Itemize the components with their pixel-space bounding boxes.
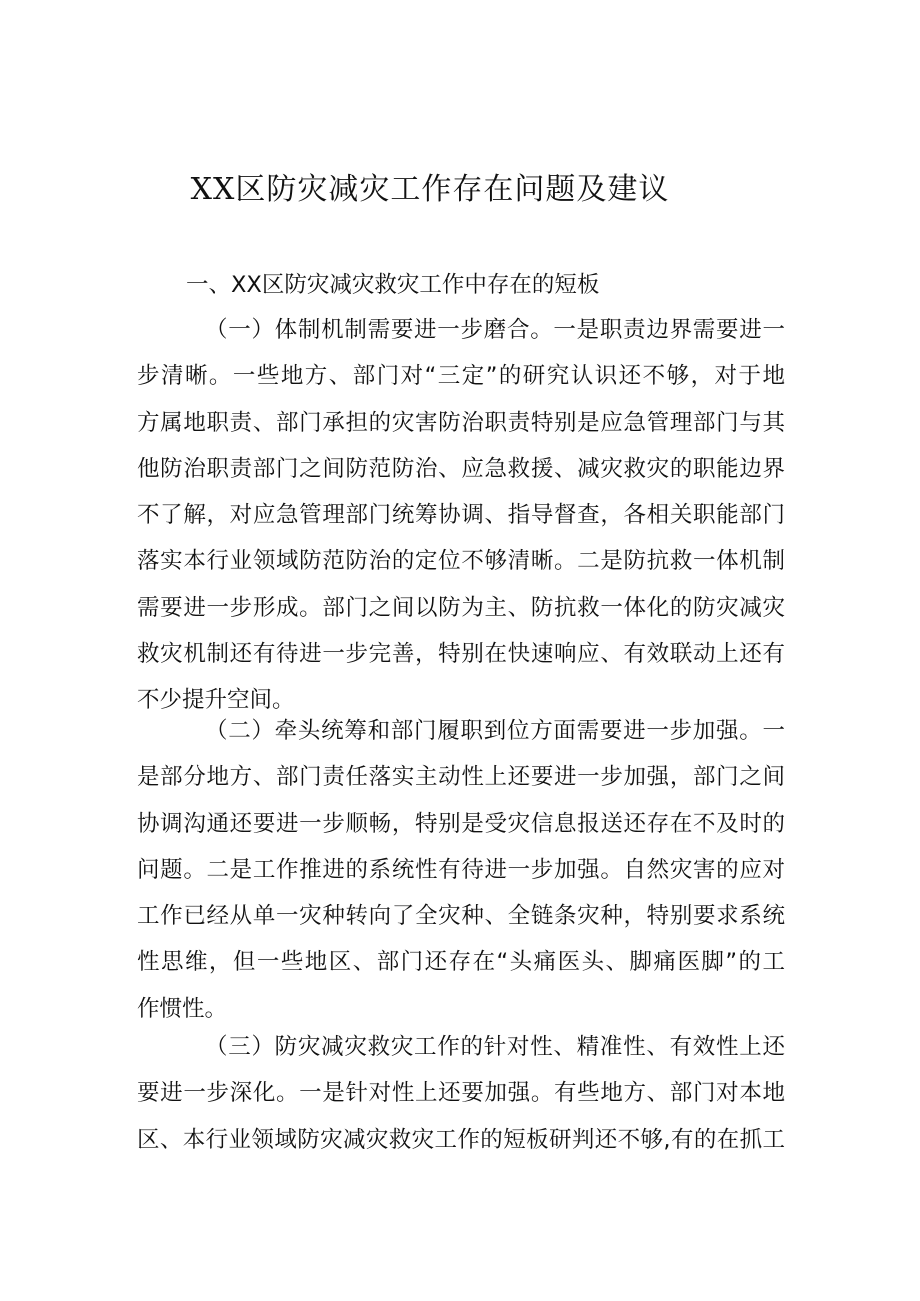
paragraph-line: 区、本行业领域防灾减灾救灾工作的短板研判还不够,有的在抓工	[137, 1126, 785, 1153]
paragraph-line: 不少提升空间。	[137, 687, 295, 714]
paragraph-line: 需要进一步形成。部门之间以防为主、防抗救一体化的防灾减灾	[137, 594, 785, 621]
paragraph-line: 他防治职责部门之间防范防治、应急救援、减灾救灾的职能边界	[137, 455, 785, 482]
paragraph-line: 救灾机制还有待进一步完善，特别在快速响应、有效联动上还有	[137, 641, 785, 668]
section-heading: 一、XX区防灾减灾救灾工作中存在的短板	[186, 272, 600, 298]
paragraph-3	[137, 1024, 785, 1163]
paragraph-line: （二）牵头统筹和部门履职到位方面需要进一步加强。一	[205, 718, 785, 744]
paragraph-line: 方属地职责、部门承担的灾害防治职责特别是应急管理部门与其	[137, 409, 785, 436]
paragraph-1	[137, 307, 785, 724]
paragraph-line: 工作已经从单一灾种转向了全灾种、全链条灾种，特别要求系统	[137, 903, 785, 930]
paragraph-line: 性思维，但一些地区、部门还存在“头痛医头、脚痛医脚”的工	[137, 949, 785, 976]
paragraph-line: （一）体制机制需要进一步磨合。一是职责边界需要进一	[205, 317, 785, 343]
paragraph-line: 是部分地方、部门责任落实主动性上还要进一步加强，部门之间	[137, 764, 785, 791]
paragraph-line: 步清晰。一些地方、部门对“三定”的研究认识还不够，对于地	[137, 363, 785, 390]
paragraph-line: 不了解，对应急管理部门统筹协调、指导督查，各相关职能部门	[137, 502, 785, 529]
paragraph-line: 要进一步深化。一是针对性上还要加强。有些地方、部门对本地	[137, 1080, 785, 1107]
document-title: XX区防灾减灾工作存在问题及建议	[190, 172, 670, 207]
paragraph-line: （三）防灾减灾救灾工作的针对性、精准性、有效性上还	[205, 1034, 785, 1060]
paragraph-line: 落实本行业领域防范防治的定位不够清晰。二是防抗救一体机制	[137, 548, 785, 575]
paragraph-line: 协调沟通还要进一步顺畅，特别是受灾信息报送还存在不及时的	[137, 810, 785, 837]
paragraph-line: 问题。二是工作推进的系统性有待进一步加强。自然灾害的应对	[137, 856, 785, 883]
paragraph-line: 作惯性。	[137, 995, 228, 1022]
paragraph-2	[137, 708, 785, 1032]
